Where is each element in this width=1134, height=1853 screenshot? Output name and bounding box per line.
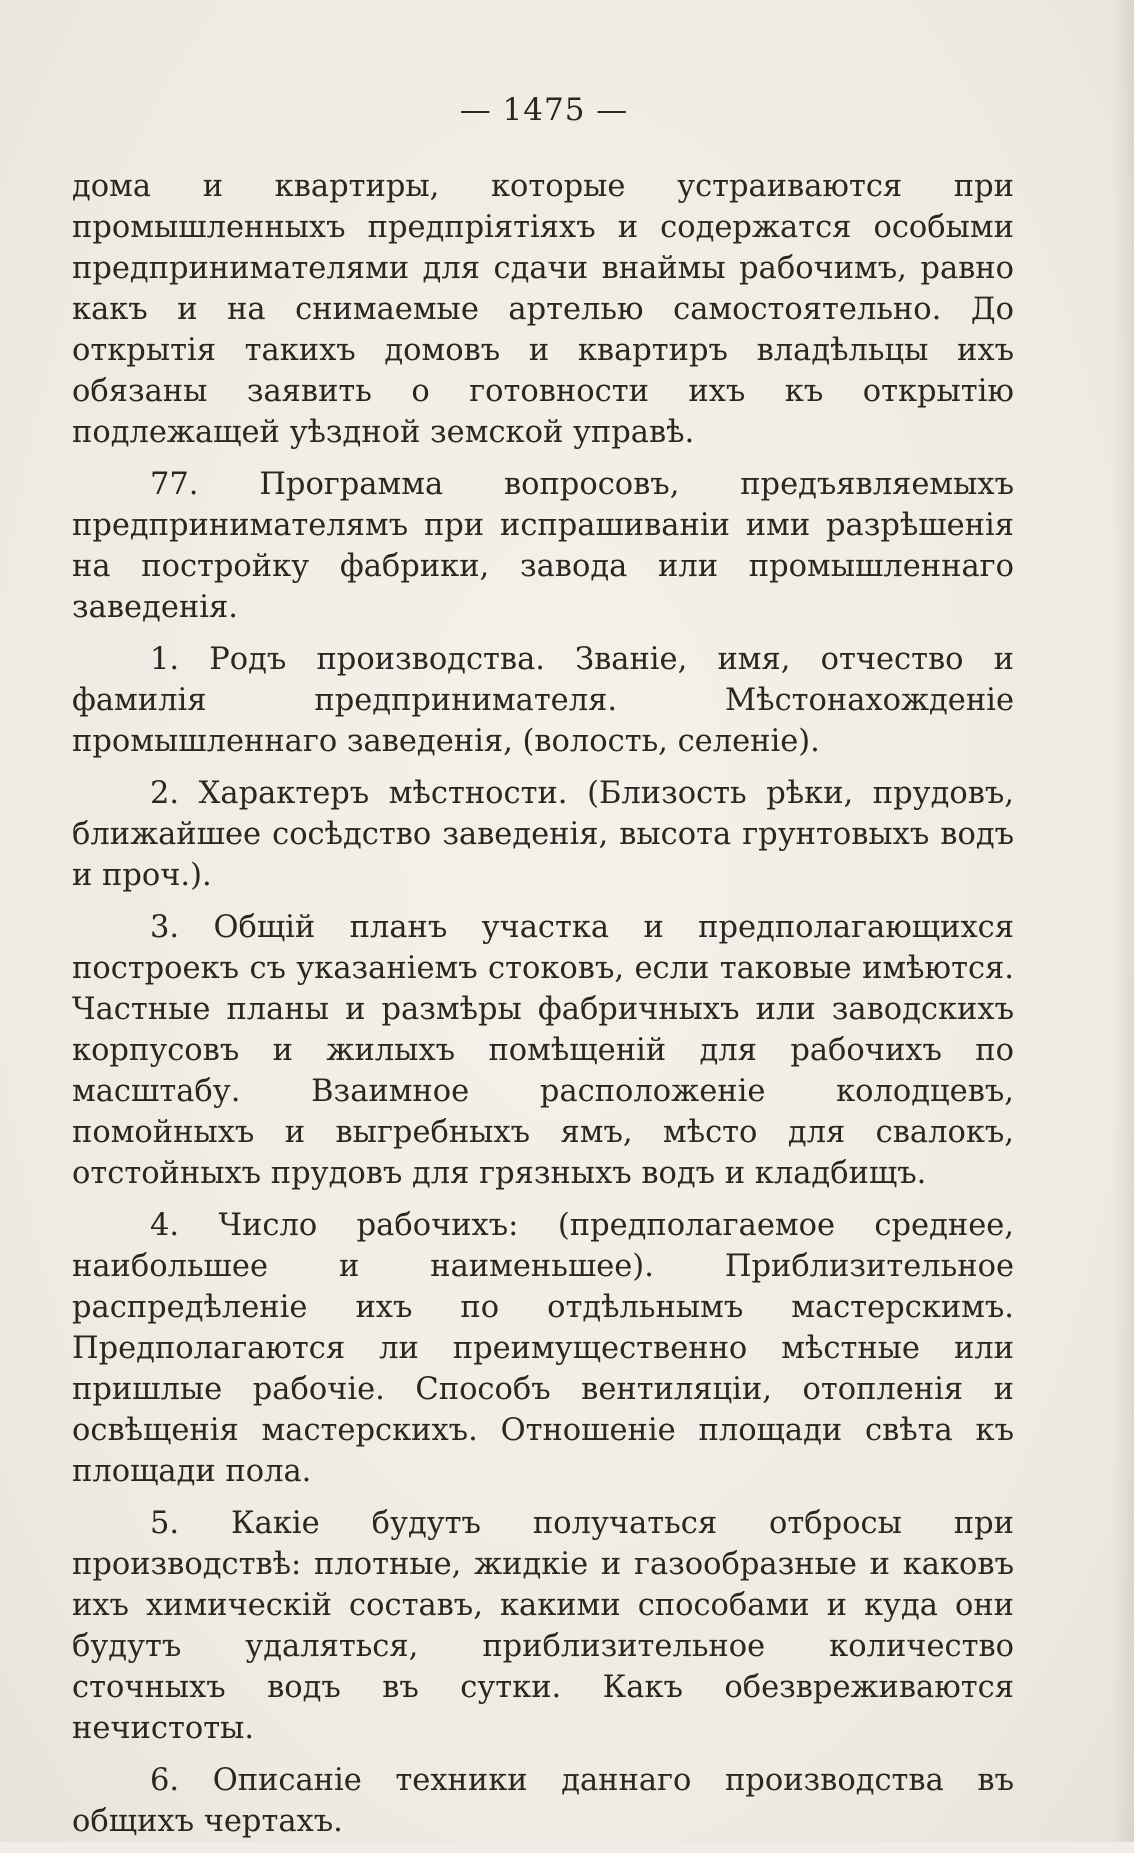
body-text (72, 166, 1014, 1853)
page-number: — 1475 — (459, 92, 629, 128)
paragraph-continuation: дома и квартиры, которые устраиваются при промышленныхъ предпріятіяхъ и содержатся особыми предпринимателями для сдачи внаймы рабочимъ, равно какъ и на снимаемые артелью самостоятельно. До открытія такихъ домовъ и квартиръ владѣльцы ихъ обязаны заявить о готовности ихъ къ открытію подлежащей уѣздной земской управѣ. (72, 169, 1014, 450)
paragraph-item-1: 1. Родъ производства. Званіе, имя, отчество и фамилія предпринимателя. Мѣстонахожденіе промышленнаго заведенія, (волость, селеніе). (72, 642, 1014, 759)
paragraph-item-3: 3. Общій планъ участка и предполагающихся построекъ съ указаніемъ стоковъ, если таковые имѣются. Частные планы и размѣры фабричныхъ или заводскихъ корпусовъ и жилыхъ помѣщеній для рабочихъ по масштабу. Взаимное расположеніе колодцевъ, помойныхъ и выгребныхъ ямъ, мѣсто для свалокъ, отстойныхъ прудовъ для грязныхъ водъ и кладбищъ. (72, 910, 1014, 1191)
paragraph-item-6: 6. Описаніе техники даннаго производства въ общихъ чертахъ. (72, 1763, 1014, 1839)
paragraph-item-4: 4. Число рабочихъ: (предполагаемое среднее, наибольшее и наименьшее). Приблизительное распредѣленіе ихъ по отдѣльнымъ мастерскимъ. Предполагаются ли преимущественно мѣстные или пришлые рабочіе. Способъ вентиляціи, отопленія и освѣщенія мастерскихъ. Отношеніе площади свѣта къ площади пола. (72, 1208, 1014, 1489)
paragraph-item-5: 5. Какіе будутъ получаться отбросы при производствѣ: плотные, жидкіе и газообразные и каковъ ихъ химическій составъ, какими способами и куда они будутъ удаляться, приблизительное количество сточныхъ водъ въ сутки. Какъ обезвреживаются нечистоты. (72, 1506, 1014, 1746)
paragraph-item-2: 2. Характеръ мѣстности. (Близость рѣки, прудовъ, ближайшее сосѣдство заведенія, высота грунтовыхъ водъ и проч.). (72, 776, 1014, 893)
paragraph-section-77: 77. Программа вопросовъ, предъявляемыхъ предпринимателямъ при испрашиваніи ими разрѣшенія на постройку фабрики, завода или промышленнаго заведенія. (72, 467, 1014, 625)
